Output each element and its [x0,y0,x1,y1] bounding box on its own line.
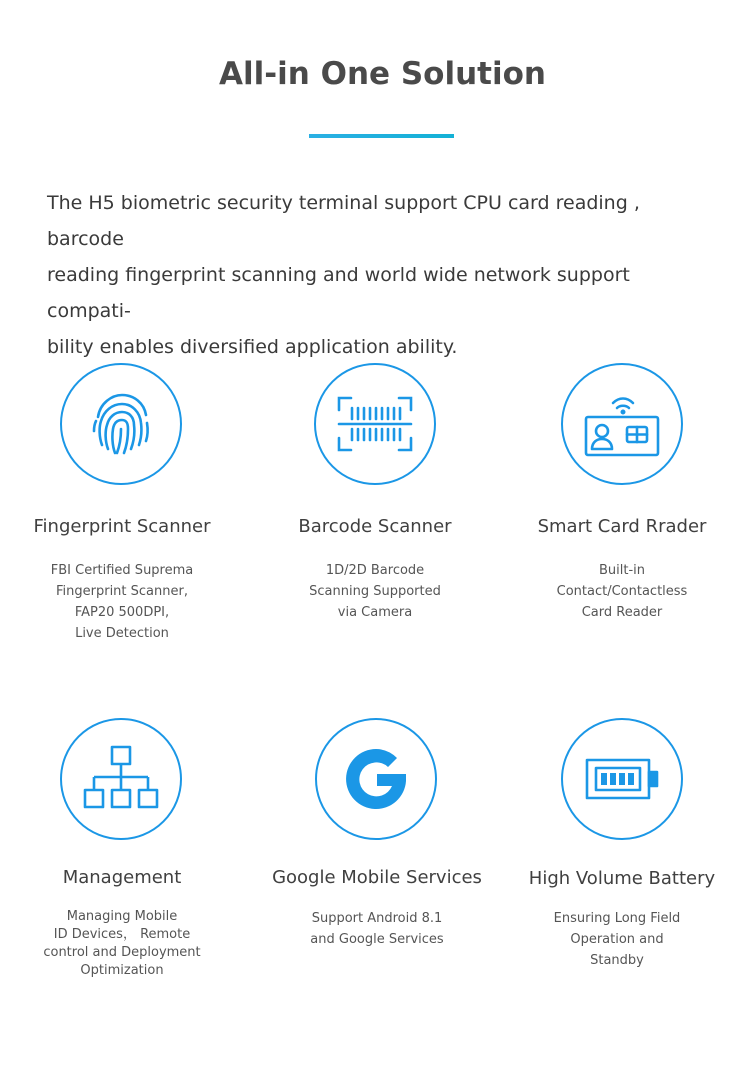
desc-line: Managing Mobile [66,909,178,924]
desc-line: Optimization [80,963,164,978]
desc-line: FAP20 500DPI, [74,605,170,620]
feature-title: Smart Card Rrader [537,516,707,537]
feature-description [255,560,495,623]
desc-line: Contact/Contactless [556,584,688,599]
intro-line: The H5 biometric security terminal support CPU card reading , barcode [47,192,640,250]
desc-line: ID Devices， Remote [53,927,191,942]
desc-line: FBI Certified Suprema [50,563,194,578]
page-title: All-in One Solution [219,56,546,92]
desc-line: Live Detection [75,626,169,641]
barcode-icon [314,363,436,485]
desc-line: 1D/2D Barcode [325,563,425,578]
desc-line: Support Android 8.1 [311,911,443,926]
feature-description [2,908,242,980]
desc-line: Operation and [570,932,664,947]
smart-card-icon [561,363,683,485]
desc-line: via Camera [337,605,413,620]
feature-title: Google Mobile Services [272,867,482,888]
feature-title: High Volume Battery [528,868,716,889]
title-underline [309,134,454,138]
battery-icon [561,718,683,840]
intro-line: reading fingerprint scanning and world wide network support compati- [47,264,630,322]
desc-line: Built-in [598,563,646,578]
feature-title: Barcode Scanner [298,516,452,537]
fingerprint-icon [60,363,182,485]
feature-description [257,908,497,950]
desc-line: Fingerprint Scanner, [56,584,188,599]
feature-title: Fingerprint Scanner [33,516,211,537]
feature-description [502,560,742,623]
desc-line: and Google Services [310,932,444,947]
desc-line: Scanning Supported [309,584,441,599]
google-icon [315,718,437,840]
desc-line: control and Deployment [43,945,201,960]
desc-line: Standby [590,953,644,968]
feature-title: Management [62,867,182,888]
feature-description [497,908,737,971]
intro-paragraph [47,185,712,365]
desc-line: Ensuring Long Field [553,911,681,926]
feature-description [2,560,242,644]
network-hierarchy-icon [60,718,182,840]
intro-line: bility enables diversified application ability. [47,336,458,358]
desc-line: Card Reader [581,605,663,620]
